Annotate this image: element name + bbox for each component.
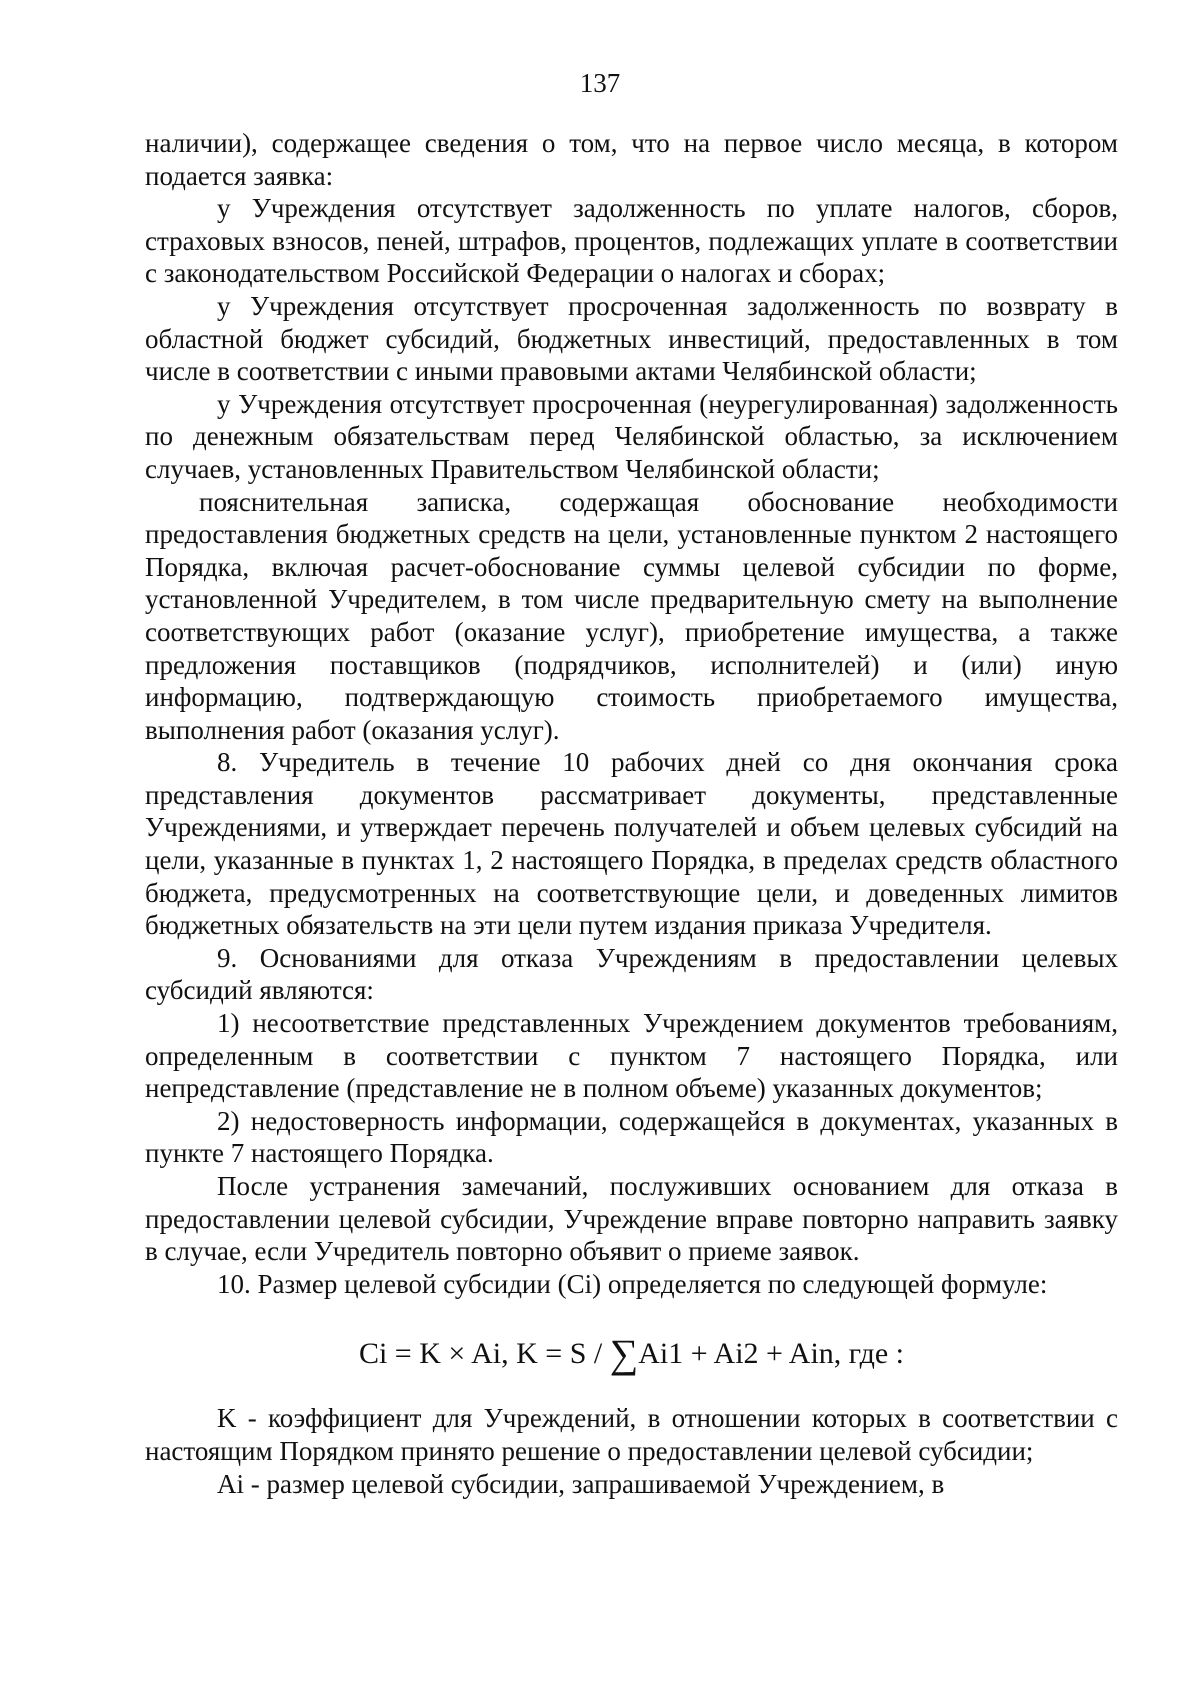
document-body	[145, 127, 1118, 1500]
paragraph-coefficient-k: K - коэффициент для Учреждений, в отношении которых в соответствии с настоящим Порядком принято решение о предоставлении целевой субсидии;	[145, 1403, 1118, 1466]
paragraph-unsettled-debt: у Учреждения отсутствует просроченная (неурегулированная) задолженность по денежным обязательствам перед Челябинской областью, за исключением случаев, установленных Правительством Челябинской области;	[145, 388, 1118, 484]
paragraph-ai-definition: Ai - размер целевой субсидии, запрашиваемой Учреждением, в	[217, 1468, 945, 1499]
paragraph-subitem-1: 1) несоответствие представленных Учреждением документов требованиям, определенным в соответствии с пунктом 7 настоящего Порядка, или непредставление (представление не в полном объеме) указанных документов;	[145, 1008, 1118, 1104]
formula-part-2: Ai1 + Ai2 + Ain, где :	[638, 1337, 905, 1371]
paragraph-resubmission: После устранения замечаний, послуживших основанием для отказа в предоставлении целевой субсидии, Учреждение вправе повторно направить заявку в случае, если Учредитель повторно объявит о приеме заявок.	[145, 1171, 1118, 1267]
paragraph-item-8: 8. Учредитель в течение 10 рабочих дней со дня окончания срока представления документов рассматривает документы, представленные Учреждениями, и утверждает перечень получателей и объем целевых субсидий на цели, указанные в пунктах 1, 2 настоящего Порядка, в пределах средств областного бюджета, предусмотренных на соответствующие цели, и доведенных лимитов бюджетных обязательств на эти цели путем издания приказа Учредителя.	[145, 747, 1118, 941]
paragraph-overdue-debt: у Учреждения отсутствует просроченная задолженность по возврату в областной бюджет субсидий, бюджетных инвестиций, предоставленных в том числе в соответствии с иными правовыми актами Челябинской области;	[145, 290, 1118, 387]
sum-symbol: ∑	[609, 1331, 639, 1377]
paragraph-continuation: наличии), содержащее сведения о том, что на первое число месяца, в котором подается заявка:	[145, 128, 1118, 191]
paragraph-item-10: 10. Размер целевой субсидии (Ci) определяется по следующей формуле:	[217, 1268, 1048, 1299]
formula-part-1: Ci = K × Ai, K = S /	[358, 1337, 610, 1371]
page-number: 137	[579, 68, 621, 98]
paragraph-item-9: 9. Основаниями для отказа Учреждениям в предоставлении целевых субсидий являются:	[145, 942, 1118, 1006]
paragraph-explanatory-note: пояснительная записка, содержащая обоснование необходимости предоставления бюджетных средств на цели, установленные пунктом 2 настоящего Порядка, включая расчет-обоснование суммы целевой субсидии по форме, установленной Учредителем, в том числе предварительную смету на выполнение соответствующих работ (оказание услуг), приобретение имущества, а также предложения поставщиков (подрядчиков, исполнителей) и (или) иную информацию, подтверждающую стоимость приобретаемого имущества, выполнения работ (оказания услуг).	[145, 486, 1118, 745]
subsidy-formula	[145, 1326, 1118, 1382]
paragraph-subitem-2: 2) недостоверность информации, содержащейся в документах, указанных в пункте 7 настоящего Порядка.	[145, 1105, 1118, 1169]
paragraph-tax-debt: у Учреждения отсутствует задолженность по уплате налогов, сборов, страховых взносов, пеней, штрафов, процентов, подлежащих уплате в соответствии с законодательством Российской Федерации о налогах и сборах;	[145, 193, 1118, 289]
